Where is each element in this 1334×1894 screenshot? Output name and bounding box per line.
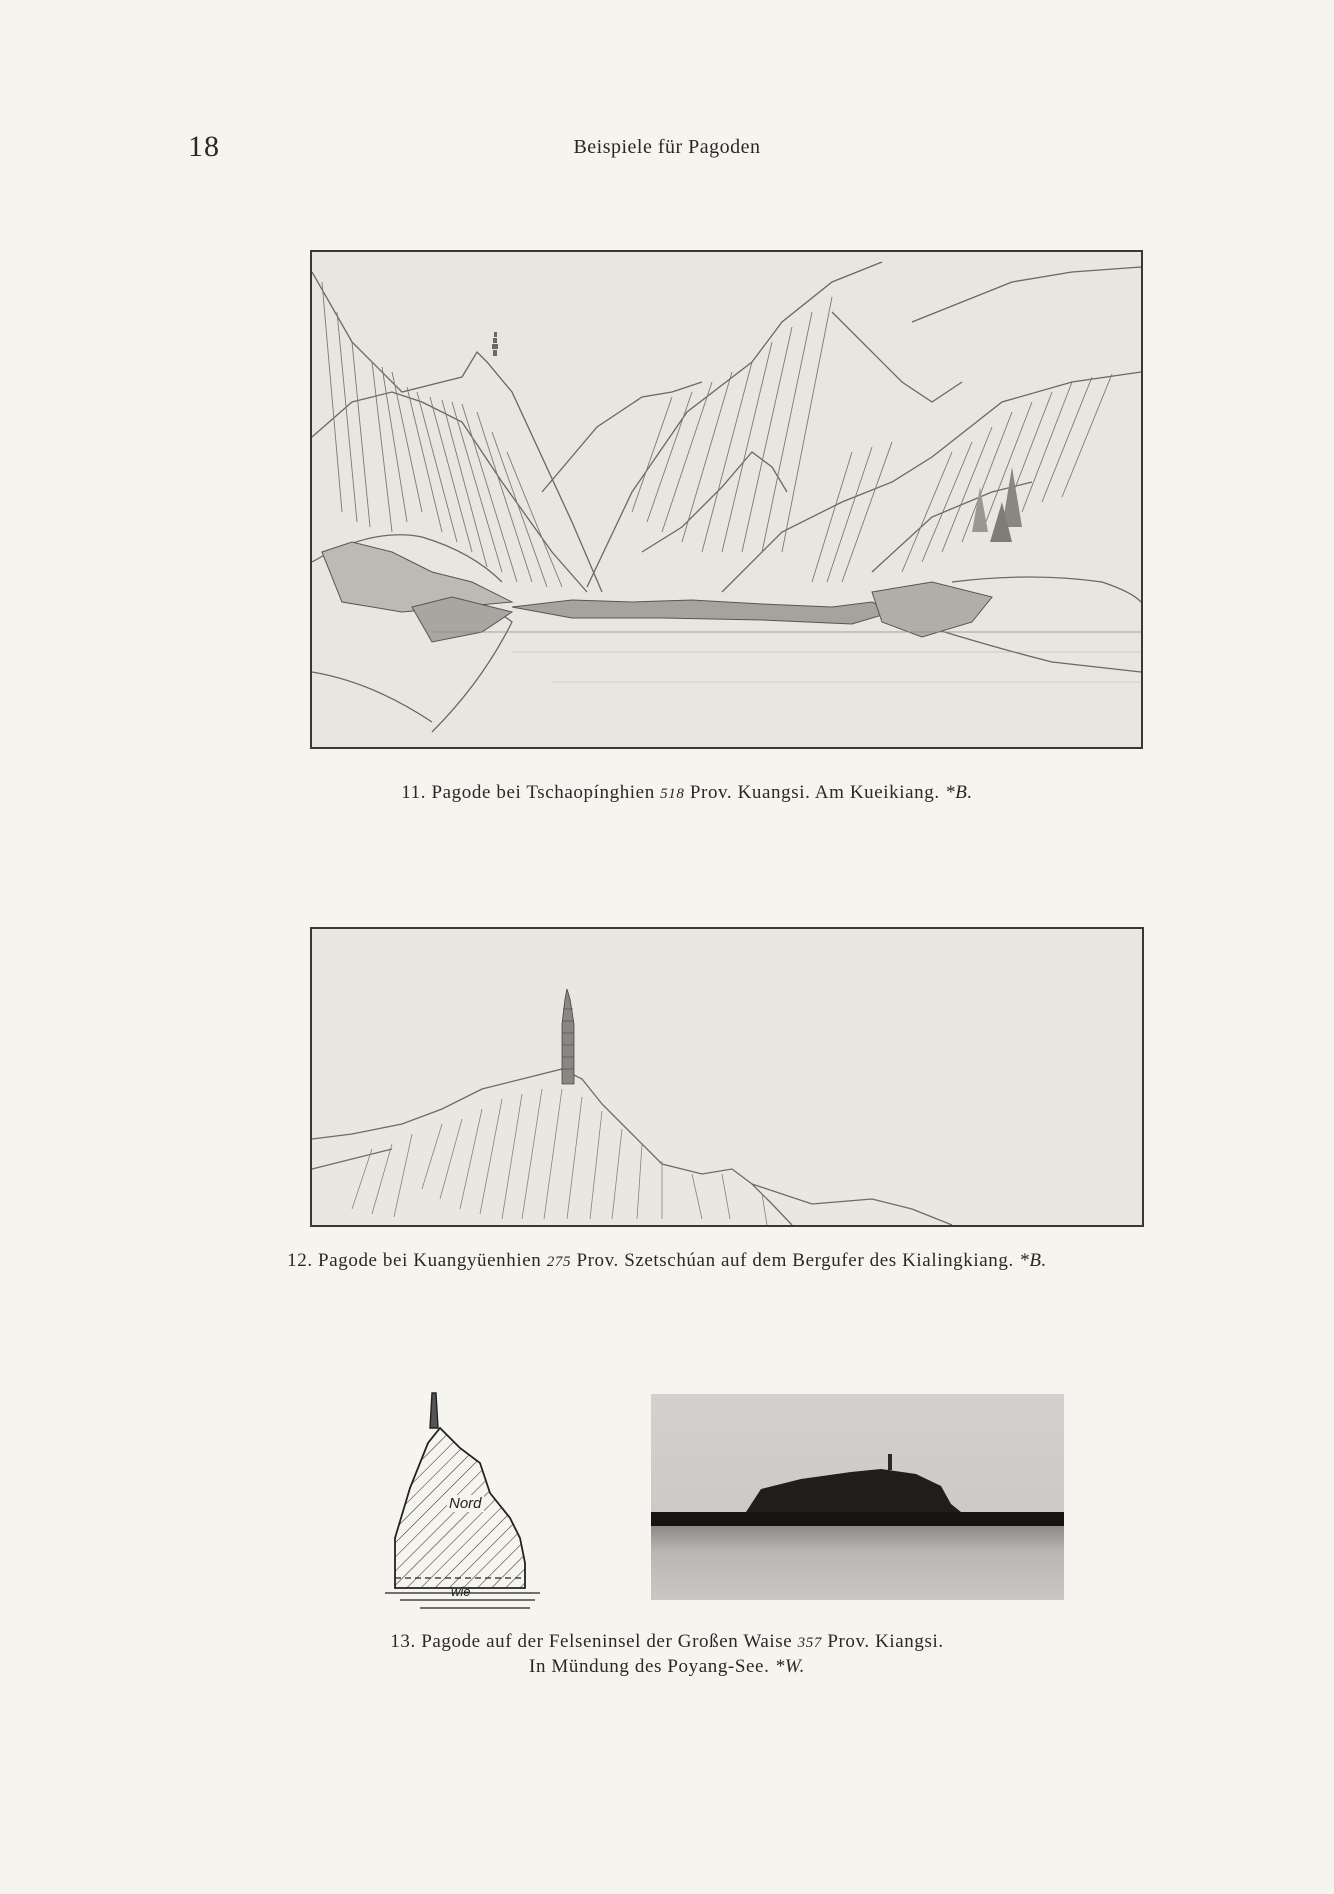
figure-11-number: 11. bbox=[401, 782, 427, 803]
page-number: 18 bbox=[188, 130, 220, 163]
diagram-label-wie: wie bbox=[451, 1584, 471, 1599]
figure-11-caption bbox=[20, 782, 1334, 804]
figure-11-sketch bbox=[310, 250, 1143, 749]
figure-12-number: 12. bbox=[287, 1250, 313, 1271]
running-head: Beispiele für Pagoden bbox=[573, 136, 761, 158]
figure-13-text: Pagode auf der Felseninsel der Großen Waise bbox=[421, 1631, 793, 1652]
figure-13-caption-line-1 bbox=[0, 1630, 1334, 1655]
figure-13-source: *W. bbox=[774, 1656, 805, 1677]
figure-11-page-ref: 518 bbox=[660, 786, 685, 802]
figure-11-text: Pagode bei Tschaopínghien bbox=[431, 782, 655, 803]
diagram-label-nord: Nord bbox=[449, 1495, 482, 1512]
figure-12-sketch bbox=[310, 927, 1144, 1227]
figure-11-source: *B. bbox=[945, 782, 973, 803]
figure-11-text-after: Prov. Kuangsi. Am Kueikiang. bbox=[689, 782, 940, 803]
figure-12-source: *B. bbox=[1019, 1250, 1047, 1271]
figure-12-caption bbox=[0, 1250, 1334, 1272]
figure-13-number: 13. bbox=[390, 1631, 416, 1652]
figure-12-text-after: Prov. Szetschúan auf dem Bergufer des Kialingkiang. bbox=[576, 1250, 1014, 1271]
figure-12-page-ref: 275 bbox=[546, 1254, 572, 1270]
figure-13-line-2: In Mündung des Poyang-See. bbox=[529, 1656, 770, 1677]
figure-13-page-ref: 357 bbox=[797, 1635, 822, 1651]
figure-13-photo bbox=[651, 1394, 1064, 1600]
figure-13-caption bbox=[0, 1630, 1334, 1679]
figure-13-caption-line-2 bbox=[0, 1655, 1334, 1679]
figure-12-text: Pagode bei Kuangyüenhien bbox=[318, 1250, 542, 1271]
figure-13-text-after: Prov. Kiangsi. bbox=[827, 1631, 944, 1652]
figure-13-diagram bbox=[380, 1388, 555, 1613]
